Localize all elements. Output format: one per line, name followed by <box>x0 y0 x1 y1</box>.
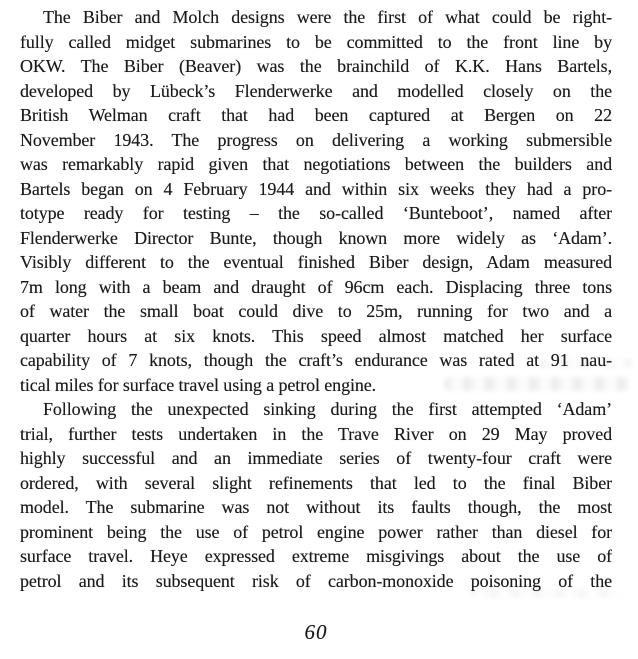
page-number: 60 <box>304 620 328 644</box>
text-line: OKW. The Biber (Beaver) was the brainchild of K.K. Hans Bartels, <box>20 56 612 76</box>
text-line: petrol and its subsequent risk of carbon-monoxide poisoning of the <box>20 570 612 591</box>
text-line: November 1943. The progress on delivering a working submersible <box>20 129 612 150</box>
text-line: Following the unexpected sinking during the first attempted ‘Adam’ <box>43 399 612 419</box>
text-line: ordered, with several slight refinements that led to the final Biber <box>20 472 612 493</box>
text-line: Bartels began on 4 February 1944 and within six weeks they had a pro- <box>20 178 612 199</box>
text-line: The Biber and Molch designs were the first of what could be right- <box>43 7 612 27</box>
text-line: developed by Lübeck’s Flenderwerke and modelled closely on the <box>20 80 612 101</box>
text-line: fully called midget submarines to be committed to the front line by <box>20 31 612 52</box>
text-line: Flenderwerke Director Bunte, though known more widely as ‘Adam’. <box>20 227 612 248</box>
text-line: surface travel. Heye expressed extreme misgivings about the use of <box>20 546 612 566</box>
text-line: totype ready for testing – the so-called ‘Bunteboot’, named after <box>20 203 612 223</box>
body-text <box>20 5 612 593</box>
text-line: of water the small boat could dive to 25m, running for two and a <box>20 301 612 321</box>
text-line: Visibly different to the eventual finished Biber design, Adam measured <box>20 252 612 272</box>
text-line: 7m long with a beam and draught of 96cm each. Displacing three tons <box>20 276 612 297</box>
text-line: model. The submarine was not without its faults though, the most <box>20 497 612 517</box>
text-line: prominent being the use of petrol engine power rather than diesel for <box>20 521 612 542</box>
text-line: trial, further tests undertaken in the Trave River on 29 May proved <box>20 423 612 444</box>
text-line: capability of 7 knots, though the craft’s endurance was rated at 91 nau- <box>20 350 612 370</box>
text-line: highly successful and an immediate series of twenty-four craft were <box>20 448 612 468</box>
text-line: was remarkably rapid given that negotiations between the builders and <box>20 154 612 174</box>
text-line: British Welman craft that had been captured at Bergen on 22 <box>20 105 612 125</box>
text-line: quarter hours at six knots. This speed almost matched her surface <box>20 325 612 346</box>
text-line: tical miles for surface travel using a petrol engine. <box>20 374 377 395</box>
